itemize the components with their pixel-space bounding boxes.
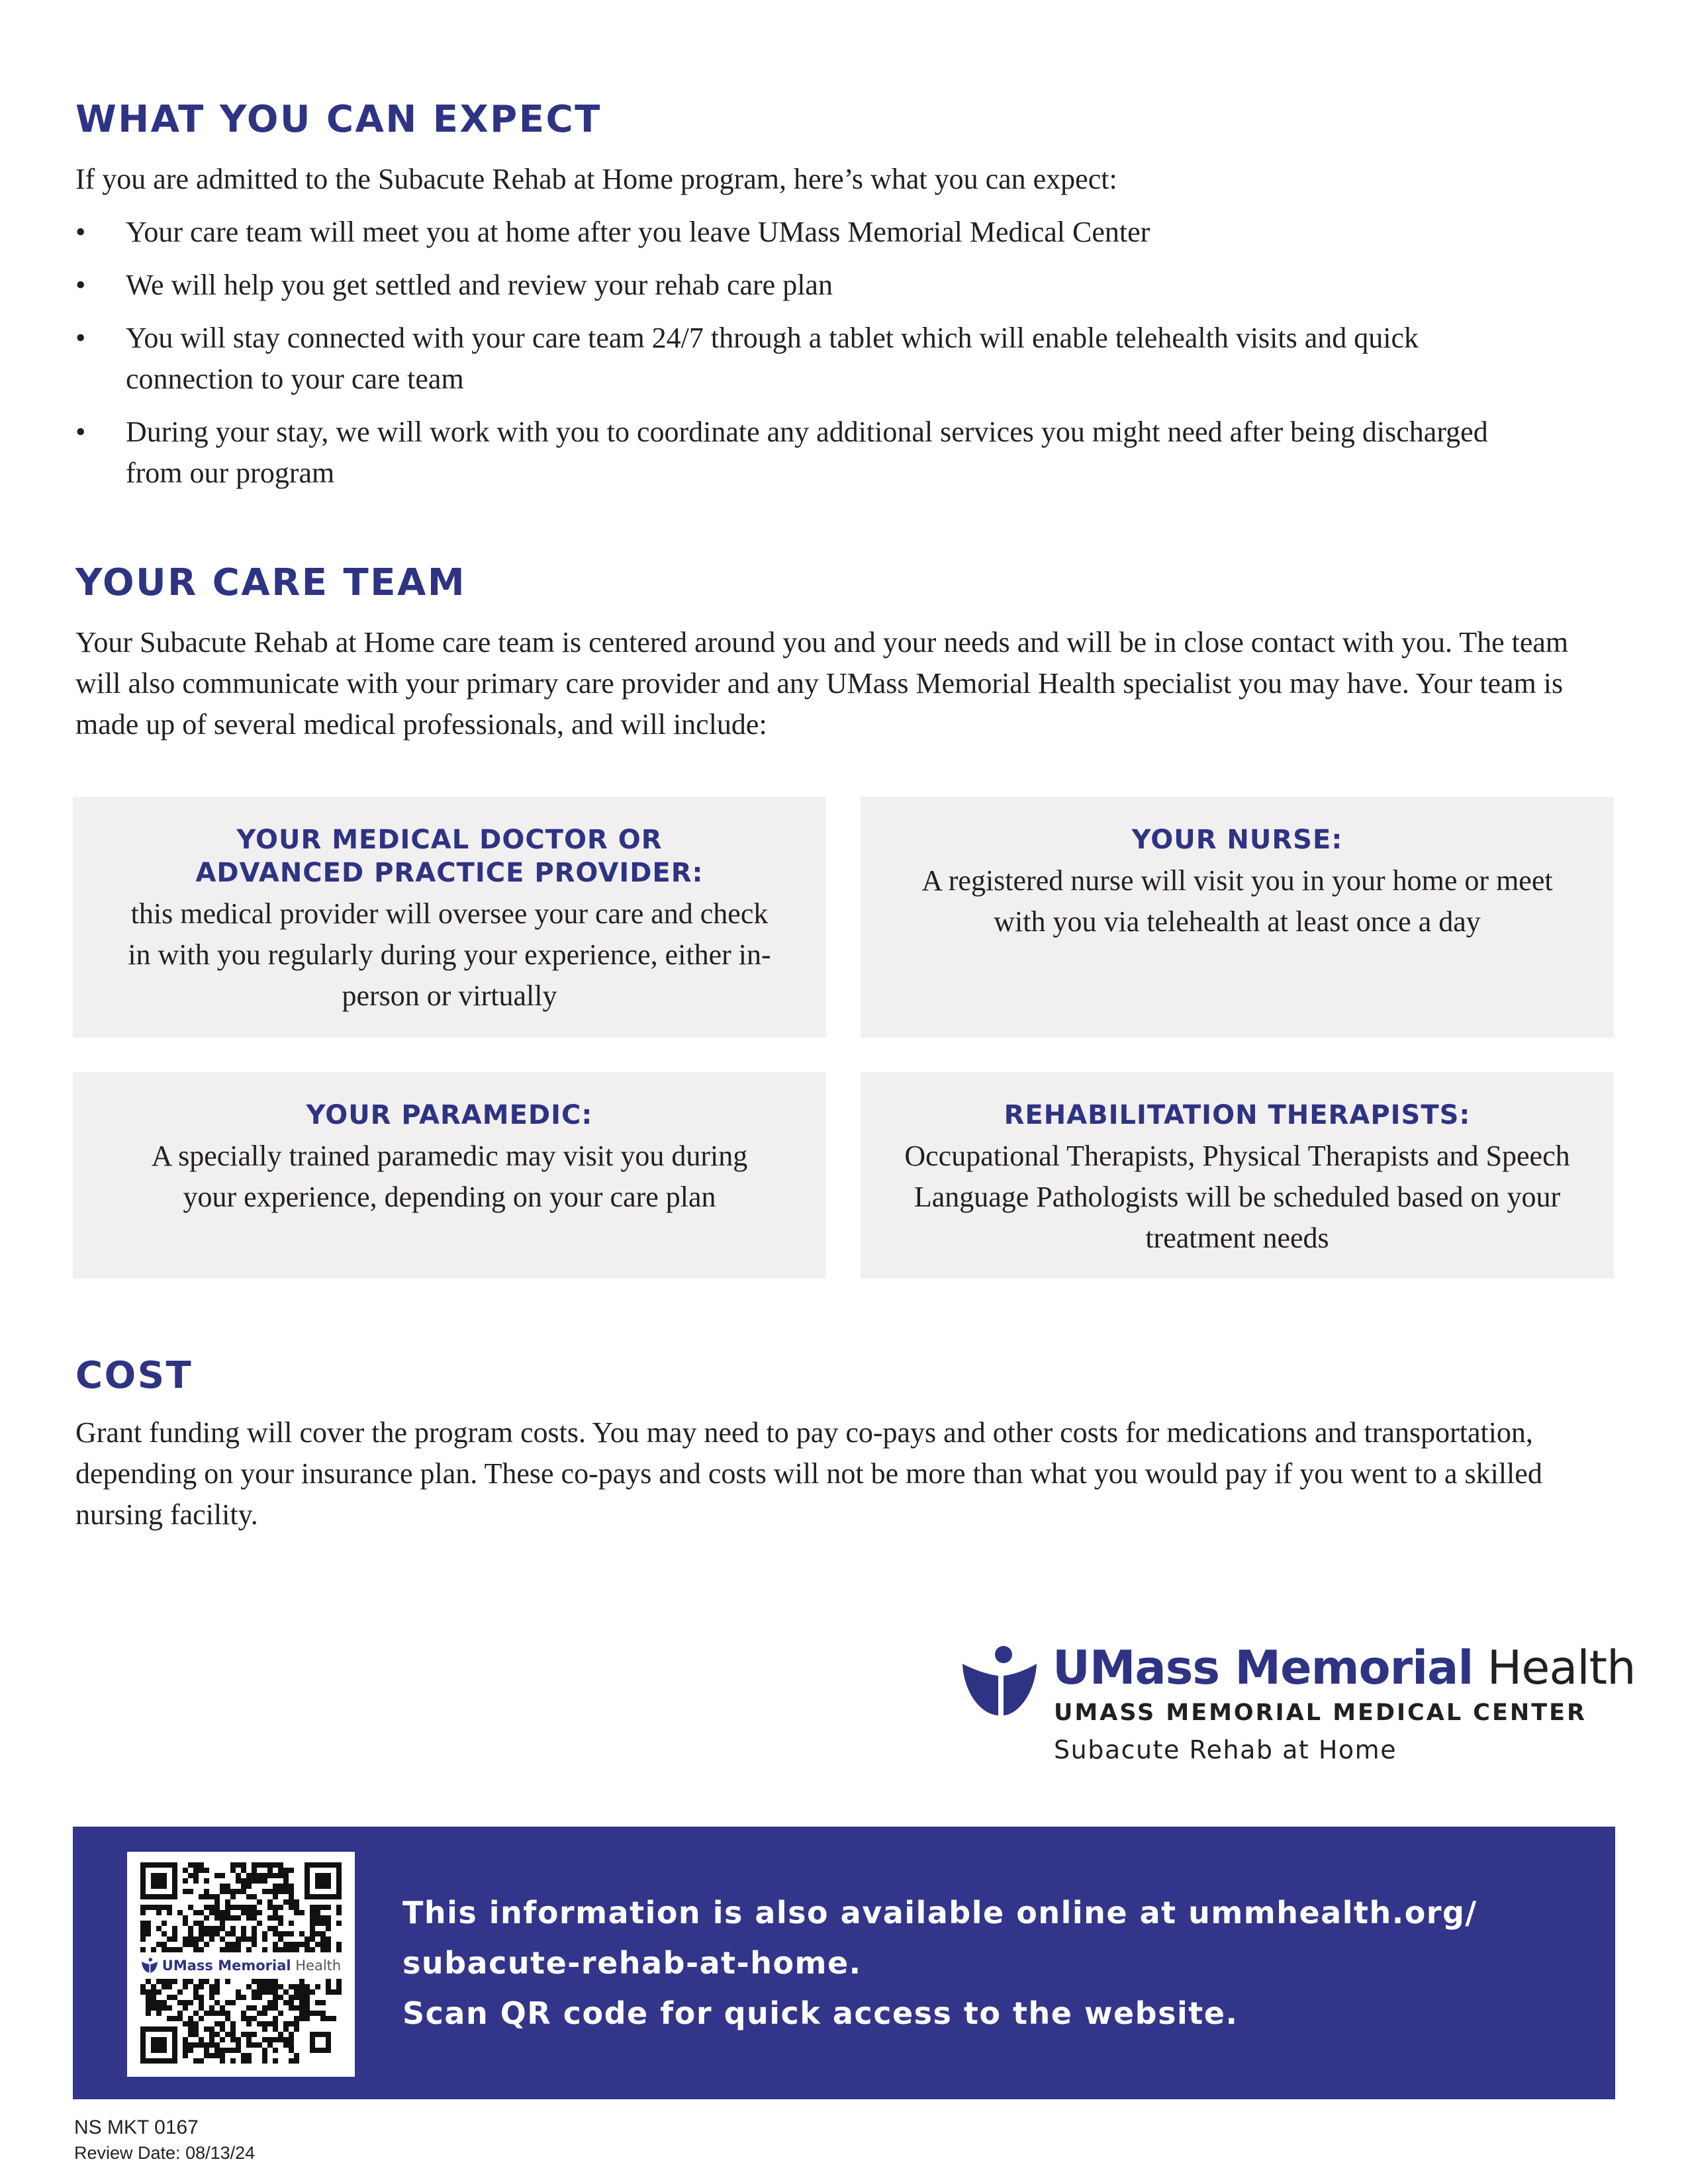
cost-body: Grant funding will cover the program costs. You may need to pay co-pays and other costs for medications and transportation, depending on your insurance plan. These co-pays and costs will not be more than what you would pay if you went to a skilled nursing facility. (75, 1416, 1542, 1531)
brand-name: UMass Memorial Health (1053, 1641, 1636, 1695)
card-body: Occupational Therapists, Physical Therapists and Speech Language Pathologists will be scheduled based on your treatment needs (904, 1140, 1570, 1254)
expect-intro: If you are admitted to the Subacute Rehab at Home program, here’s what you can expect: (75, 163, 1117, 195)
brand-program: Subacute Rehab at Home (1054, 1735, 1397, 1764)
organization-logo (960, 1641, 1636, 1774)
cost-heading: COST (75, 1354, 193, 1397)
banner-line: Scan QR code for quick access to the website. (402, 1995, 1239, 2031)
card-nurse (861, 797, 1614, 1038)
card-title: REHABILITATION THERAPISTS: (1004, 1100, 1471, 1130)
bullet-icon: • (75, 216, 86, 248)
umass-logo-icon (141, 1958, 158, 1974)
bullet-icon: • (75, 322, 86, 354)
list-item: • Your care team will meet you at home after you leave UMass Memorial Medical Center (75, 212, 1532, 253)
list-item: • During your stay, we will work with you to coordinate any additional services you might need after being discharged from our program (75, 412, 1532, 494)
list-item: • We will help you get settled and review your rehab care plan (75, 265, 1532, 306)
card-medical-provider (73, 797, 826, 1038)
card-body: A specially trained paramedic may visit you during your experience, depending on your care plan (151, 1140, 748, 1213)
card-title: YOUR PARAMEDIC: (306, 1100, 593, 1130)
brand-subtitle: UMASS MEMORIAL MEDICAL CENTER (1054, 1700, 1587, 1726)
online-info-banner (73, 1827, 1615, 2099)
card-body: A registered nurse will visit you in your home or meet with you via telehealth at least once a day (921, 864, 1553, 938)
card-paramedic (73, 1072, 826, 1279)
bullet-icon: • (75, 416, 86, 448)
expect-bullet-list (75, 212, 1532, 506)
banner-text (402, 1888, 1581, 2038)
review-date: Review Date: 08/13/24 (74, 2143, 256, 2163)
banner-line: subacute-rehab-at-home. (402, 1945, 862, 1981)
document-code: NS MKT 0167 (74, 2116, 199, 2138)
qr-brand-label: UMass Memorial Health (140, 1952, 342, 1979)
expect-heading: WHAT YOU CAN EXPECT (75, 98, 602, 141)
umass-logo-icon (960, 1645, 1039, 1719)
care-team-heading: YOUR CARE TEAM (75, 561, 467, 604)
list-item: • You will stay connected with your care team 24/7 through a tablet which will enable telehealth visits and quick connection to your care team (75, 318, 1532, 400)
bullet-icon: • (75, 269, 86, 301)
care-team-intro: Your Subacute Rehab at Home care team is centered around you and your needs and will be in close contact with you. The team will also communicate with your primary care provider and any UMass Memorial Health specialist you may have. Your team is made up of several medical professionals, and will include: (75, 626, 1569, 741)
banner-line: This information is also available online at ummhealth.org/ (402, 1895, 1477, 1931)
qr-code[interactable] (127, 1852, 355, 2077)
card-rehab-therapists (861, 1072, 1614, 1279)
card-title: YOUR NURSE: (1131, 825, 1343, 855)
card-body: this medical provider will oversee your care and check in with you regularly during your experience, either in-person or virtually (128, 897, 771, 1012)
card-title: YOUR MEDICAL DOCTOR OR ADVANCED PRACTICE PROVIDER: (195, 825, 704, 888)
